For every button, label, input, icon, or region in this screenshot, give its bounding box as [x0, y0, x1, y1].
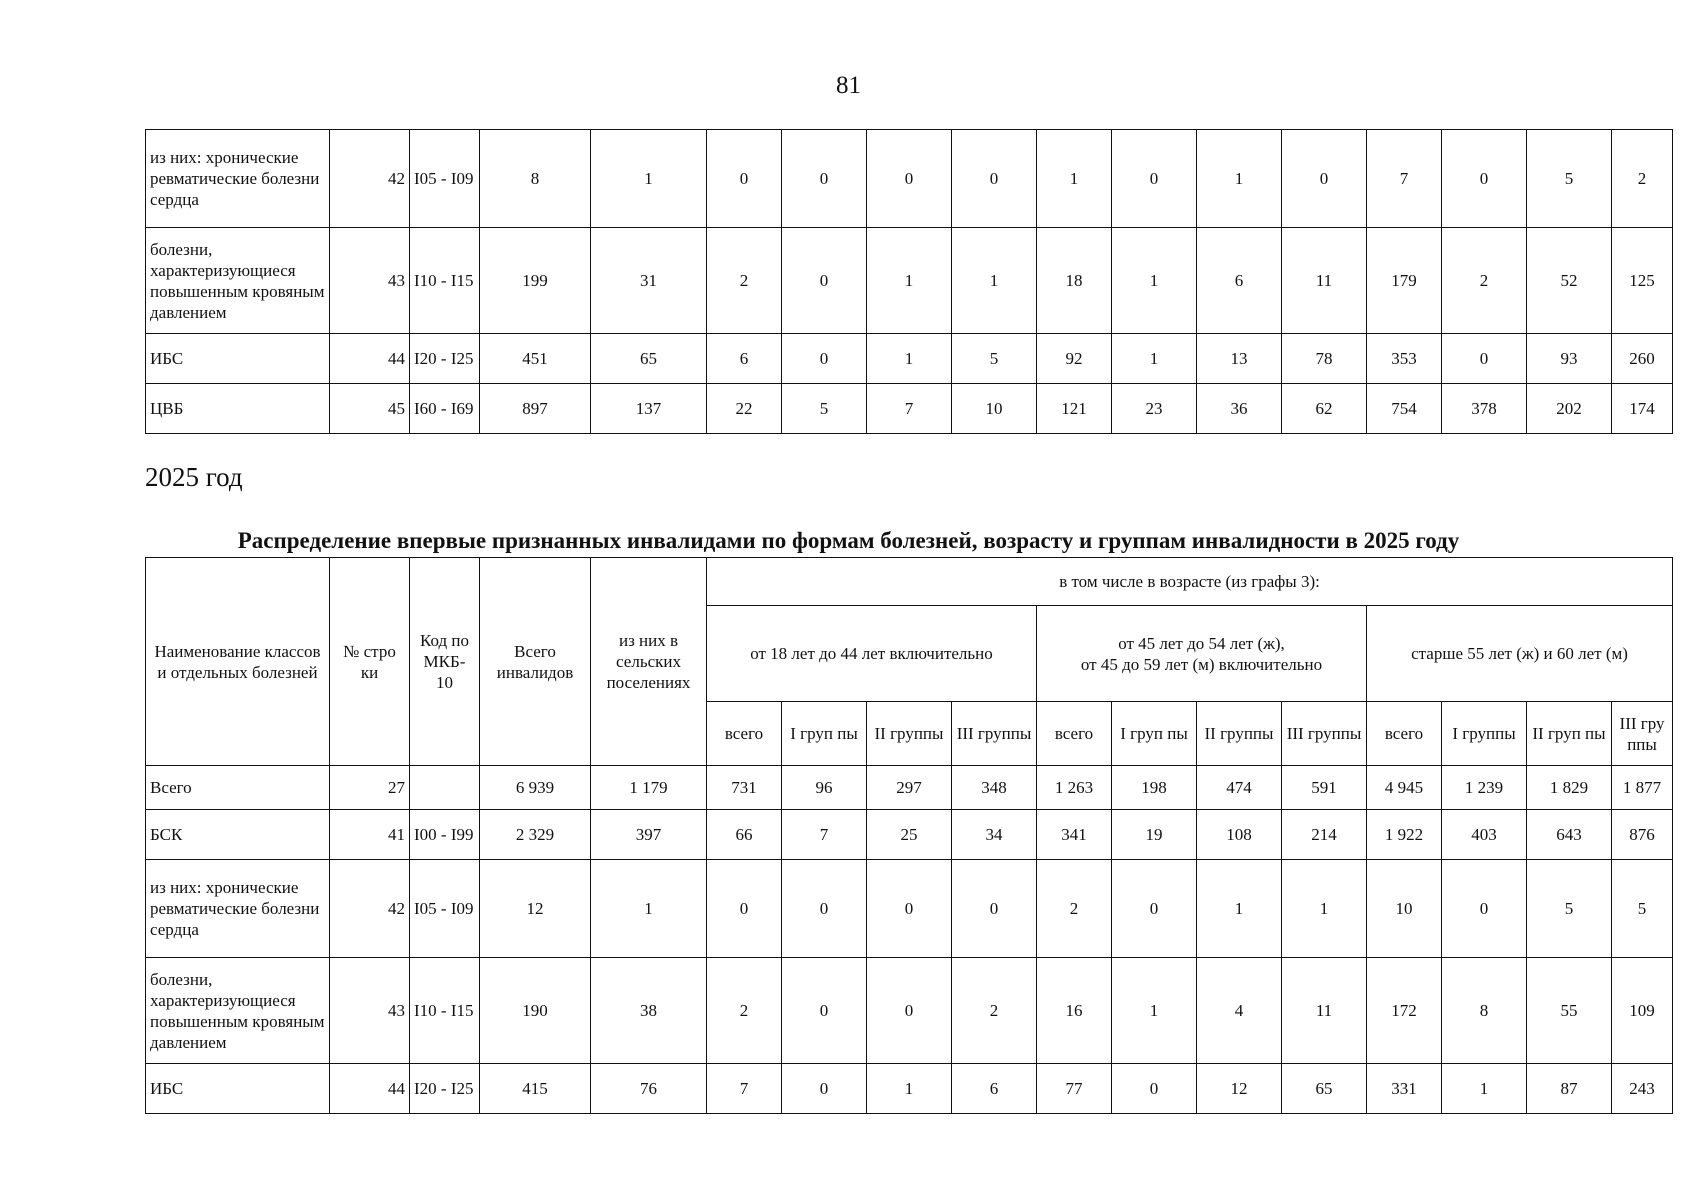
row-value: 18: [1037, 228, 1112, 334]
row-value: 1: [1197, 130, 1282, 228]
row-value: 214: [1282, 810, 1367, 860]
header-sub-11: III гру ппы: [1612, 702, 1673, 766]
row-value: 297: [867, 766, 952, 810]
header-name: Наименование классов и отдельных болезней: [146, 558, 330, 766]
row-value: 1 877: [1612, 766, 1673, 810]
row-value: 4 945: [1367, 766, 1442, 810]
row-value: 25: [867, 810, 952, 860]
row-value: 1: [1442, 1064, 1527, 1114]
row-line-number: 42: [330, 130, 410, 228]
header-sub-0: всего: [707, 702, 782, 766]
table-row: [146, 958, 1673, 1064]
row-value: 78: [1282, 334, 1367, 384]
row-line-number: 44: [330, 1064, 410, 1114]
row-icd-code: I20 - I25: [410, 1064, 480, 1114]
table-title: Распределение впервые признанных инвалидами по формам болезней, возрасту и группам инвалидности в 2025 году: [237, 528, 1460, 553]
header-sub-2: II группы: [867, 702, 952, 766]
row-value: 5: [952, 334, 1037, 384]
row-value: 6 939: [480, 766, 591, 810]
row-value: 754: [1367, 384, 1442, 434]
row-value: 260: [1612, 334, 1673, 384]
row-value: 5: [1527, 860, 1612, 958]
header-line: № стро ки: [330, 558, 410, 766]
row-value: 2: [1612, 130, 1673, 228]
row-value: 1: [952, 228, 1037, 334]
row-value: 2 329: [480, 810, 591, 860]
header-sub-3: III группы: [952, 702, 1037, 766]
row-value: 0: [952, 860, 1037, 958]
row-icd-code: [410, 766, 480, 810]
row-value: 0: [782, 334, 867, 384]
row-value: 34: [952, 810, 1037, 860]
row-value: 0: [1112, 130, 1197, 228]
row-line-number: 43: [330, 958, 410, 1064]
row-value: 397: [591, 810, 707, 860]
row-value: 1 922: [1367, 810, 1442, 860]
row-line-number: 45: [330, 384, 410, 434]
table-row: [146, 384, 1673, 434]
row-value: 62: [1282, 384, 1367, 434]
row-value: 0: [1282, 130, 1367, 228]
header-age-55-60: старше 55 лет (ж) и 60 лет (м): [1367, 606, 1673, 702]
row-value: 10: [1367, 860, 1442, 958]
row-value: 23: [1112, 384, 1197, 434]
row-value: 2: [707, 228, 782, 334]
header-code: Код по МКБ- 10: [410, 558, 480, 766]
row-icd-code: I05 - I09: [410, 130, 480, 228]
row-value: 10: [952, 384, 1037, 434]
row-value: 643: [1527, 810, 1612, 860]
row-value: 5: [1612, 860, 1673, 958]
row-line-number: 42: [330, 860, 410, 958]
table-row: [146, 334, 1673, 384]
row-value: 12: [480, 860, 591, 958]
row-value: 2: [1442, 228, 1527, 334]
row-value: 52: [1527, 228, 1612, 334]
row-value: 2: [952, 958, 1037, 1064]
row-value: 7: [867, 384, 952, 434]
row-value: 403: [1442, 810, 1527, 860]
row-value: 6: [1197, 228, 1282, 334]
header-sub-7: III группы: [1282, 702, 1367, 766]
row-value: 1: [1112, 958, 1197, 1064]
row-value: 6: [707, 334, 782, 384]
table-row: [146, 766, 1673, 810]
row-value: 415: [480, 1064, 591, 1114]
row-value: 7: [707, 1064, 782, 1114]
page-number: 81: [836, 72, 861, 99]
row-icd-code: I00 - I99: [410, 810, 480, 860]
table-row: [146, 860, 1673, 958]
row-value: 378: [1442, 384, 1527, 434]
row-value: 5: [782, 384, 867, 434]
row-name: из них: хронические ревматические болезни сердца: [146, 860, 330, 958]
row-value: 92: [1037, 334, 1112, 384]
row-line-number: 44: [330, 334, 410, 384]
header-age-45-54-line1: от 45 лет до 54 лет (ж),: [1118, 633, 1285, 653]
row-value: 13: [1197, 334, 1282, 384]
row-value: 38: [591, 958, 707, 1064]
row-value: 174: [1612, 384, 1673, 434]
header-age-45-59-line2: от 45 до 59 лет (м) включительно: [1080, 654, 1323, 674]
row-value: 1 239: [1442, 766, 1527, 810]
row-value: 65: [1282, 1064, 1367, 1114]
row-value: 22: [707, 384, 782, 434]
row-value: 1 263: [1037, 766, 1112, 810]
table-row: [146, 228, 1673, 334]
row-value: 0: [782, 1064, 867, 1114]
row-value: 591: [1282, 766, 1367, 810]
row-value: 87: [1527, 1064, 1612, 1114]
row-value: 1 179: [591, 766, 707, 810]
continued-table-2024: [145, 129, 1673, 434]
row-value: 0: [952, 130, 1037, 228]
row-value: 55: [1527, 958, 1612, 1064]
header-sub-8: всего: [1367, 702, 1442, 766]
year-heading: 2025 год: [145, 462, 243, 492]
header-sub-10: II груп пы: [1527, 702, 1612, 766]
row-value: 0: [867, 130, 952, 228]
row-value: 2: [1037, 860, 1112, 958]
row-value: 1: [867, 1064, 952, 1114]
row-value: 1: [867, 228, 952, 334]
row-value: 66: [707, 810, 782, 860]
row-value: 0: [707, 860, 782, 958]
row-value: 0: [1112, 860, 1197, 958]
row-value: 0: [1442, 130, 1527, 228]
row-value: 353: [1367, 334, 1442, 384]
header-total: Всего инвалидов: [480, 558, 591, 766]
row-value: 199: [480, 228, 591, 334]
row-value: 0: [867, 958, 952, 1064]
row-icd-code: I10 - I15: [410, 228, 480, 334]
row-value: 11: [1282, 228, 1367, 334]
row-name: из них: хронические ревматические болезни сердца: [146, 130, 330, 228]
row-value: 0: [1442, 860, 1527, 958]
row-value: 0: [782, 228, 867, 334]
row-value: 1: [1282, 860, 1367, 958]
row-value: 31: [591, 228, 707, 334]
row-value: 4: [1197, 958, 1282, 1064]
row-value: 96: [782, 766, 867, 810]
row-value: 121: [1037, 384, 1112, 434]
row-value: 7: [782, 810, 867, 860]
row-icd-code: I60 - I69: [410, 384, 480, 434]
row-value: 1 829: [1527, 766, 1612, 810]
row-value: 8: [480, 130, 591, 228]
row-value: 0: [782, 958, 867, 1064]
row-value: 0: [782, 860, 867, 958]
header-age-45-54: [1037, 606, 1367, 702]
row-line-number: 27: [330, 766, 410, 810]
row-value: 1: [1112, 334, 1197, 384]
header-rural: из них в сельских поселениях: [591, 558, 707, 766]
row-value: 179: [1367, 228, 1442, 334]
row-value: 0: [867, 860, 952, 958]
row-value: 16: [1037, 958, 1112, 1064]
header-sub-4: всего: [1037, 702, 1112, 766]
row-value: 0: [1442, 334, 1527, 384]
row-name: ИБС: [146, 1064, 330, 1114]
row-line-number: 43: [330, 228, 410, 334]
row-icd-code: I20 - I25: [410, 334, 480, 384]
row-value: 876: [1612, 810, 1673, 860]
row-value: 474: [1197, 766, 1282, 810]
row-name: ЦВБ: [146, 384, 330, 434]
row-name: ИБС: [146, 334, 330, 384]
row-value: 0: [707, 130, 782, 228]
row-value: 36: [1197, 384, 1282, 434]
header-age-group: в том числе в возрасте (из графы 3):: [707, 558, 1673, 606]
row-value: 2: [707, 958, 782, 1064]
row-value: 77: [1037, 1064, 1112, 1114]
row-value: 125: [1612, 228, 1673, 334]
header-sub-9: I группы: [1442, 702, 1527, 766]
row-value: 202: [1527, 384, 1612, 434]
table-row: [146, 810, 1673, 860]
row-value: 1: [591, 860, 707, 958]
row-value: 65: [591, 334, 707, 384]
row-value: 190: [480, 958, 591, 1064]
row-value: 8: [1442, 958, 1527, 1064]
header-row-1: [146, 558, 1673, 606]
row-value: 1: [591, 130, 707, 228]
row-value: 108: [1197, 810, 1282, 860]
row-icd-code: I05 - I09: [410, 860, 480, 958]
row-name: болезни, характеризующиеся повышенным кровяным давлением: [146, 958, 330, 1064]
header-sub-1: I груп пы: [782, 702, 867, 766]
row-value: 1: [1037, 130, 1112, 228]
row-value: 0: [782, 130, 867, 228]
row-value: 731: [707, 766, 782, 810]
row-value: 5: [1527, 130, 1612, 228]
header-age-18-44: от 18 лет до 44 лет включительно: [707, 606, 1037, 702]
row-value: 19: [1112, 810, 1197, 860]
disability-table-2025: [145, 557, 1673, 1114]
row-value: 897: [480, 384, 591, 434]
row-value: 341: [1037, 810, 1112, 860]
row-name: болезни, характеризующиеся повышенным кровяным давлением: [146, 228, 330, 334]
row-value: 0: [1112, 1064, 1197, 1114]
row-value: 243: [1612, 1064, 1673, 1114]
table-row: [146, 130, 1673, 228]
row-value: 172: [1367, 958, 1442, 1064]
row-icd-code: I10 - I15: [410, 958, 480, 1064]
row-value: 12: [1197, 1064, 1282, 1114]
row-value: 137: [591, 384, 707, 434]
row-name: Всего: [146, 766, 330, 810]
row-value: 348: [952, 766, 1037, 810]
row-value: 76: [591, 1064, 707, 1114]
row-name: БСК: [146, 810, 330, 860]
row-line-number: 41: [330, 810, 410, 860]
row-value: 198: [1112, 766, 1197, 810]
row-value: 1: [1197, 860, 1282, 958]
header-sub-5: I груп пы: [1112, 702, 1197, 766]
header-sub-6: II группы: [1197, 702, 1282, 766]
row-value: 109: [1612, 958, 1673, 1064]
row-value: 1: [1112, 228, 1197, 334]
row-value: 1: [867, 334, 952, 384]
row-value: 11: [1282, 958, 1367, 1064]
row-value: 331: [1367, 1064, 1442, 1114]
row-value: 93: [1527, 334, 1612, 384]
row-value: 451: [480, 334, 591, 384]
row-value: 6: [952, 1064, 1037, 1114]
table-row: [146, 1064, 1673, 1114]
row-value: 7: [1367, 130, 1442, 228]
